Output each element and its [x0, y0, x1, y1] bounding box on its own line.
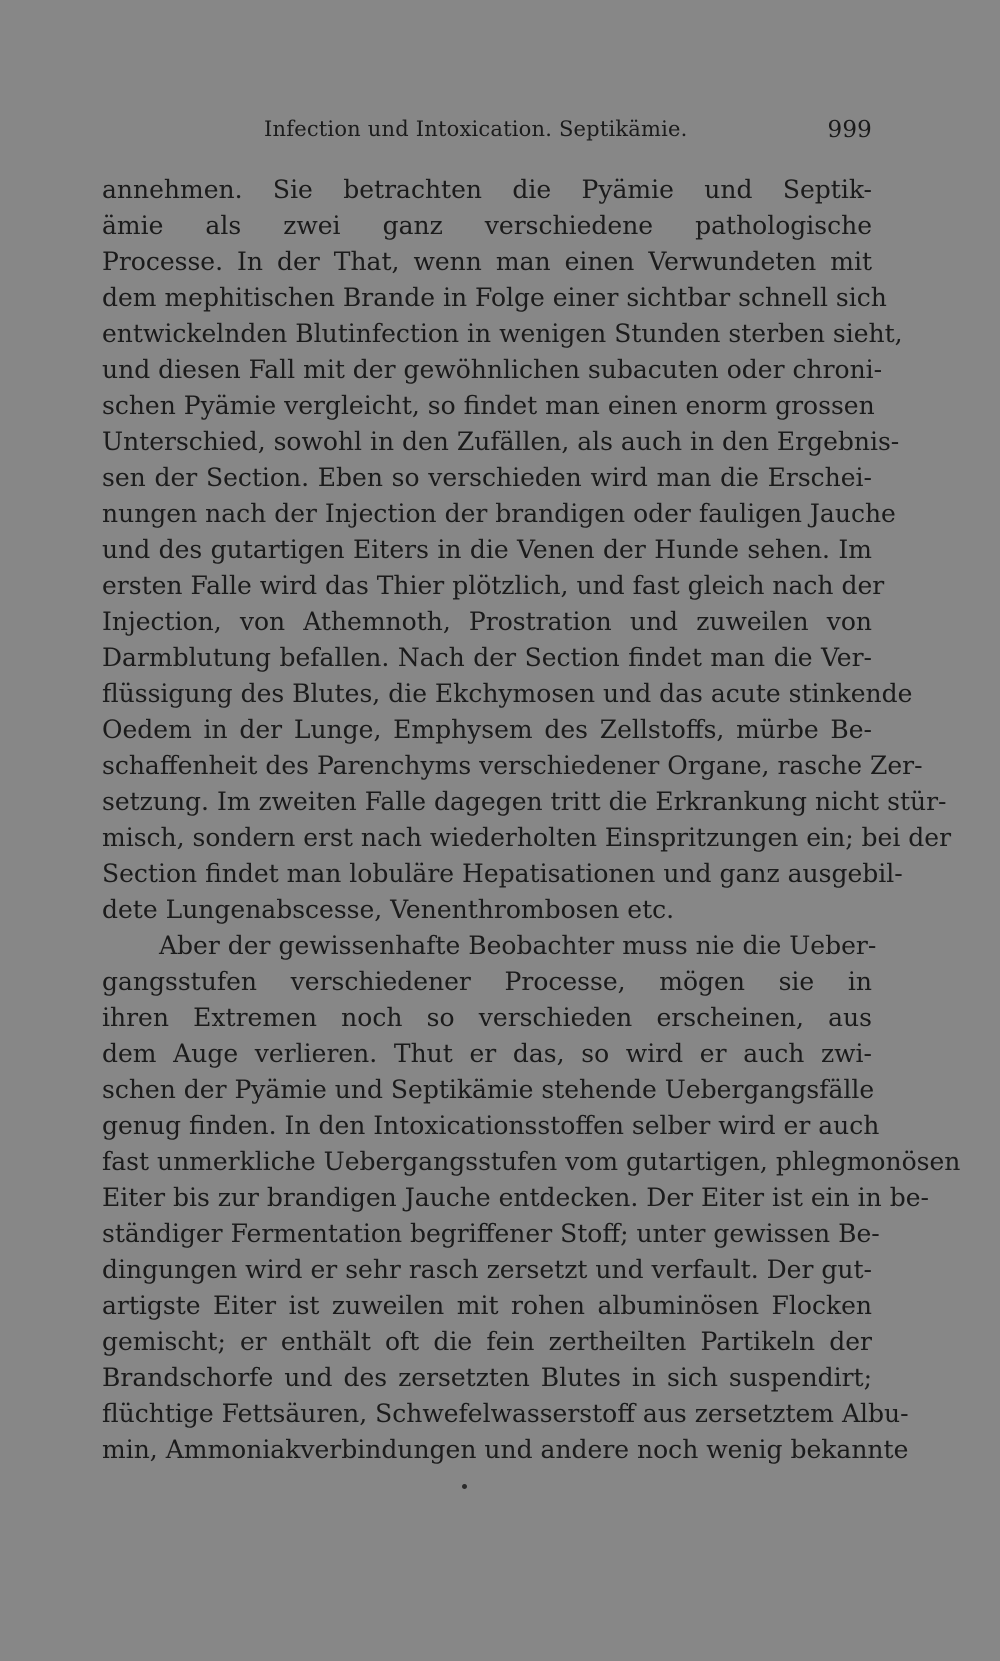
- text-line: Brandschorfe und des zersetzten Blutes in sich suspendirt;: [102, 1363, 872, 1392]
- text-line: genug finden. In den Intoxicationsstoffen selber wird er auch: [102, 1111, 880, 1140]
- text-line: Oedem in der Lunge, Emphysem des Zellstoffs, mürbe Be-: [102, 715, 872, 744]
- paragraph-start-line: Aber der gewissenhafte Beobachter muss nie die Ueber-: [159, 931, 877, 960]
- text-line: min, Ammoniakverbindungen und andere noch wenig bekannte: [102, 1435, 909, 1464]
- text-line: ämie als zwei ganz verschiedene pathologische: [102, 211, 872, 240]
- text-line: entwickelnden Blutinfection in wenigen Stunden sterben sieht,: [102, 319, 903, 348]
- text-line: schen der Pyämie und Septikämie stehende Uebergangsfälle: [102, 1075, 875, 1104]
- text-line: Injection, von Athemnoth, Prostration und zuweilen von: [102, 607, 872, 636]
- text-line: und diesen Fall mit der gewöhnlichen subacuten oder chroni-: [102, 355, 883, 384]
- page-number: 999: [827, 117, 872, 143]
- text-line: flüchtige Fettsäuren, Schwefelwasserstoff aus zersetztem Albu-: [102, 1399, 909, 1428]
- text-line: ersten Falle wird das Thier plötzlich, und fast gleich nach der: [102, 571, 885, 600]
- text-line: sen der Section. Eben so verschieden wird man die Erschei-: [102, 463, 872, 492]
- text-line: und des gutartigen Eiters in die Venen der Hunde sehen. Im: [102, 535, 872, 564]
- running-title: Infection und Intoxication. Septikämie.: [264, 117, 688, 141]
- text-line: misch, sondern erst nach wiederholten Einspritzungen ein; bei der: [102, 823, 952, 852]
- text-line: setzung. Im zweiten Falle dagegen tritt die Erkrankung nicht stür-: [102, 787, 947, 816]
- text-line: annehmen. Sie betrachten die Pyämie und Septik-: [102, 175, 872, 204]
- page-header: [102, 117, 872, 149]
- text-line: schaffenheit des Parenchyms verschiedener Organe, rasche Zer-: [102, 751, 923, 780]
- text-line: nungen nach der Injection der brandigen oder fauligen Jauche: [102, 499, 896, 528]
- text-line: ihren Extremen noch so verschieden erscheinen, aus: [102, 1003, 872, 1032]
- text-line: ständiger Fermentation begriffener Stoff; unter gewissen Be-: [102, 1219, 880, 1248]
- text-line: flüssigung des Blutes, die Ekchymosen und das acute stinkende: [102, 679, 913, 708]
- paragraph-end-line: dete Lungenabscesse, Venenthrombosen etc.: [102, 895, 675, 924]
- text-line: schen Pyämie vergleicht, so findet man einen enorm grossen: [102, 391, 875, 420]
- text-line: artigste Eiter ist zuweilen mit rohen albuminösen Flocken: [102, 1291, 872, 1320]
- ink-speck: [462, 1484, 467, 1489]
- text-line: dem mephitischen Brande in Folge einer sichtbar schnell sich: [102, 283, 887, 312]
- text-line: Darmblutung befallen. Nach der Section findet man die Ver-: [102, 643, 872, 672]
- text-line: gemischt; er enthält oft die fein zertheilten Partikeln der: [102, 1327, 872, 1356]
- text-line: Eiter bis zur brandigen Jauche entdecken. Der Eiter ist ein in be-: [102, 1183, 929, 1212]
- text-line: gangsstufen verschiedener Processe, mögen sie in: [102, 967, 872, 996]
- text-line: dingungen wird er sehr rasch zersetzt und verfault. Der gut-: [102, 1255, 872, 1284]
- text-line: fast unmerkliche Uebergangsstufen vom gutartigen, phlegmonösen: [102, 1147, 961, 1176]
- body-text: [102, 172, 961, 1468]
- text-line: Section findet man lobuläre Hepatisationen und ganz ausgebil-: [102, 859, 903, 888]
- text-line: dem Auge verlieren. Thut er das, so wird er auch zwi-: [102, 1039, 872, 1068]
- text-line: Processe. In der That, wenn man einen Verwundeten mit: [102, 247, 872, 276]
- text-line: Unterschied, sowohl in den Zufällen, als auch in den Ergebnis-: [102, 427, 900, 456]
